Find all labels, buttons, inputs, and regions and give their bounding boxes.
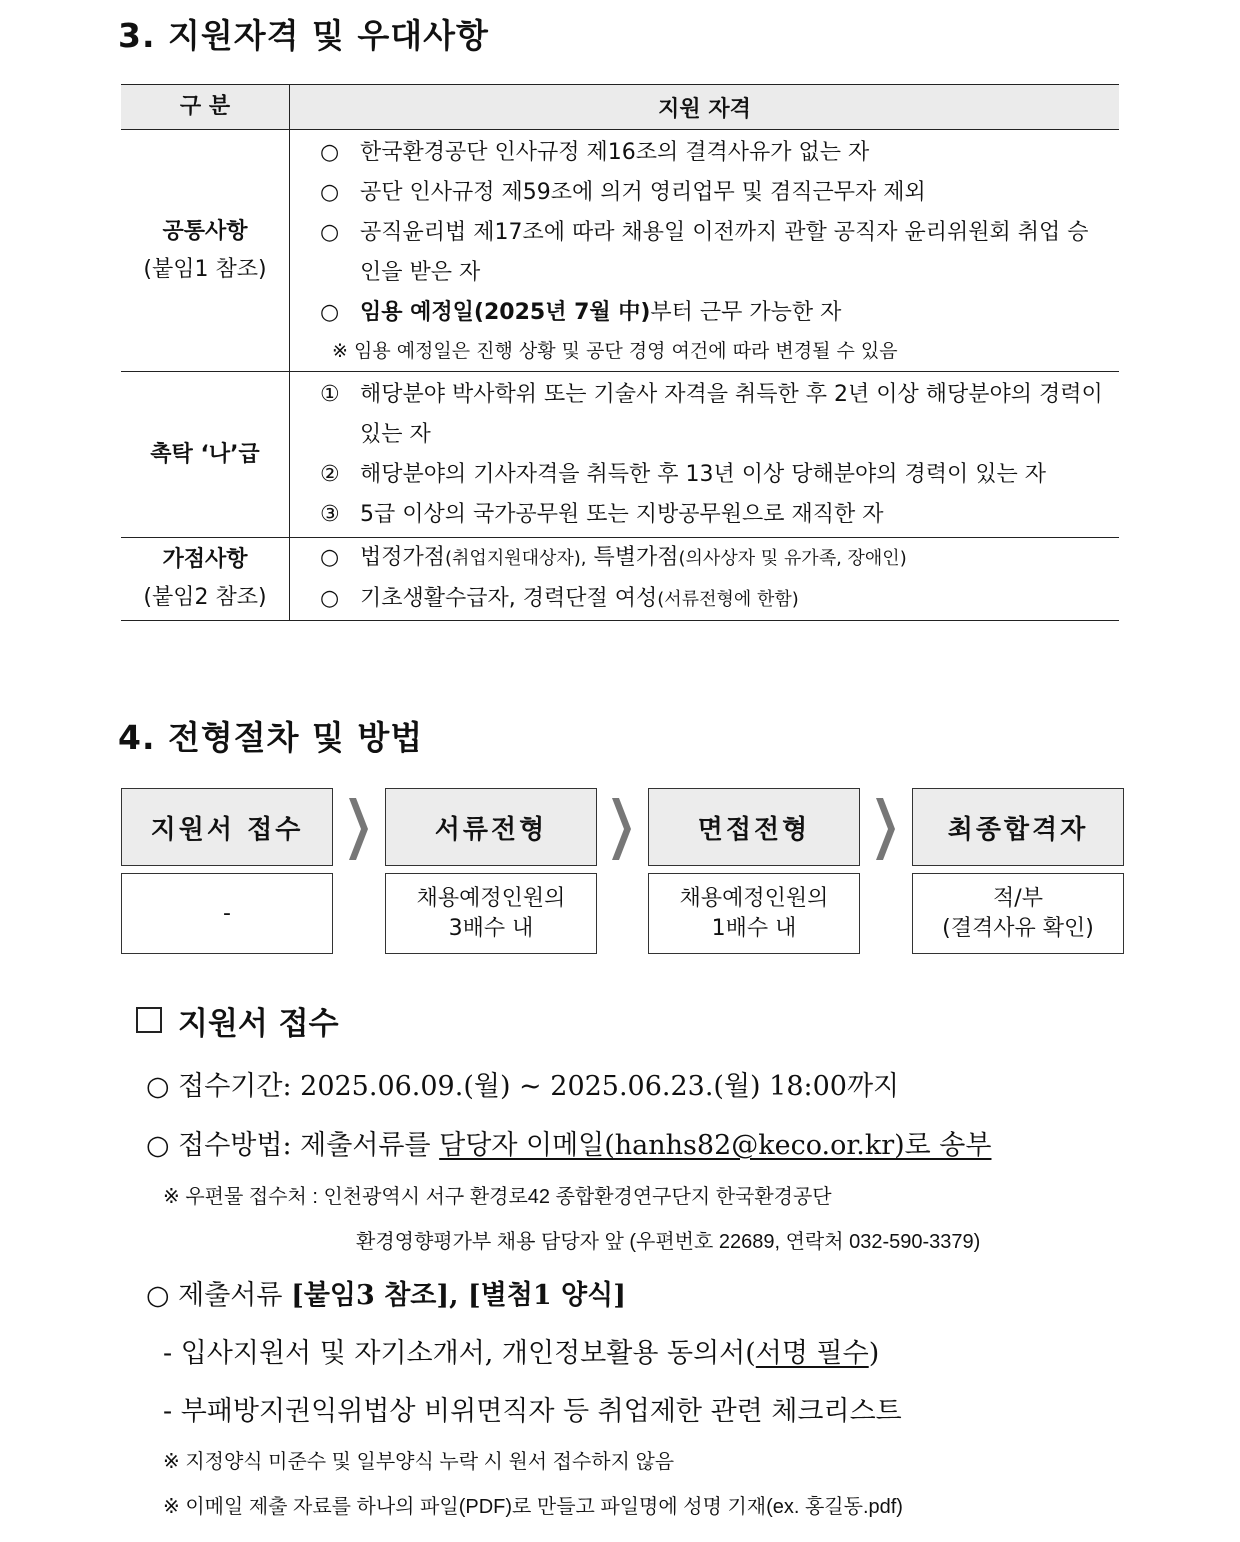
desc-document-screening	[385, 873, 597, 954]
contract-item-text: 5급 이상의 국가공무원 또는 지방공무원으로 재직한 자	[360, 502, 884, 527]
start-date-rest: 부터 근무 가능한 자	[650, 300, 842, 325]
chevron-right-icon	[612, 798, 632, 860]
step-final-pass: 최종합격자	[912, 788, 1124, 866]
contract-item	[320, 495, 1109, 535]
bonus-label-cell	[121, 538, 290, 621]
doc-item-1	[163, 1331, 879, 1370]
doc1-text: - 입사지원서 및 자기소개서, 개인정보활용 동의서(	[163, 1338, 756, 1369]
desc-interview	[648, 873, 860, 954]
header-qualification: 지원 자격	[290, 85, 1120, 130]
application-title-text: 지원서 접수	[178, 1006, 339, 1042]
common-item	[320, 133, 1109, 173]
application-section-title	[136, 998, 339, 1043]
desc-line: (결격사유 확인)	[942, 915, 1094, 941]
application-period: ○ 접수기간: 2025.06.09.(월) ~ 2025.06.23.(월) 18:00까지	[146, 1071, 900, 1102]
common-item-text: 한국환경공단 인사규정 제16조의 결격사유가 없는 자	[360, 140, 870, 165]
header-category: 구 분	[121, 85, 290, 130]
desc-line: 1배수 내	[711, 915, 797, 941]
qualification-table	[121, 84, 1119, 621]
desc-line: 채용예정인원의	[416, 885, 566, 911]
circled-number: ②	[320, 462, 340, 487]
common-item-text	[360, 293, 841, 333]
common-item	[320, 173, 1109, 213]
circled-number: ①	[320, 382, 340, 407]
contract-item-text: 해당분야 박사학위 또는 기술사 자격을 취득한 후 2년 이상 해당분야의 경력이 있는 자	[360, 382, 1103, 447]
desc-line: 채용예정인원의	[679, 885, 829, 911]
contract-item-text: 해당분야의 기사자격을 취득한 후 13년 이상 당해분야의 경력이 있는 자	[360, 462, 1046, 487]
section-4-title: 4. 전형절차 및 방법	[118, 718, 424, 757]
bullet-circle: ○	[320, 586, 340, 611]
desc-application	[121, 873, 333, 954]
method-email: 담당자 이메일(hanhs82@keco.or.kr)로 송부	[439, 1130, 992, 1161]
common-item	[320, 213, 1109, 293]
row-common	[121, 130, 1119, 372]
square-bullet-icon	[136, 1007, 162, 1033]
step-application: 지원서 접수	[121, 788, 333, 866]
special-bonus: 특별가점	[593, 545, 679, 570]
submission-docs	[146, 1273, 626, 1312]
chevron-right-icon	[349, 798, 369, 860]
docs-reference: [붙임3 참조], [별첨1 양식]	[291, 1280, 626, 1311]
note-email: ※ 이메일 제출 자료를 하나의 파일(PDF)로 만들고 파일명에 성명 기재(ex. 홍길동.pdf)	[163, 1496, 903, 1518]
bullet-circle: ○	[320, 300, 340, 325]
section-3-title: 3. 지원자격 및 우대사항	[118, 16, 489, 55]
application-method	[146, 1123, 991, 1162]
note-format: ※ 지정양식 미준수 및 일부양식 누락 시 원서 접수하지 않음	[163, 1451, 675, 1473]
bullet-circle: ○	[320, 180, 340, 205]
desc-line: -	[223, 900, 231, 926]
basic-living-detail: (서류전형에 한함)	[657, 589, 799, 610]
row-contract	[121, 372, 1119, 538]
desc-final-pass	[912, 873, 1124, 954]
doc-item-2: - 부패방지권익위법상 비위면직자 등 취업제한 관련 체크리스트	[163, 1396, 902, 1427]
docs-label: ○ 제출서류	[146, 1280, 292, 1311]
legal-bonus-detail: (취업지원대상자),	[445, 548, 587, 569]
legal-bonus: 법정가점	[360, 545, 446, 570]
desc-line: 3배수 내	[448, 915, 534, 941]
mail-address-line1: ※ 우편물 접수처 : 인천광역시 서구 환경로42 종합환경연구단지 한국환경공단	[163, 1186, 832, 1208]
bullet-circle: ○	[320, 140, 340, 165]
common-label: 공통사항	[162, 218, 248, 244]
special-bonus-detail: (의사상자 및 유가족, 장애인)	[678, 548, 907, 569]
common-note: ※ 임용 예정일은 진행 상황 및 공단 경영 여건에 따라 변경될 수 있음	[332, 340, 898, 362]
contract-label-cell	[121, 372, 290, 538]
mail-address-line2: 환경영향평가부 채용 담당자 앞 (우편번호 22689, 연락처 032-590-3379)	[356, 1231, 981, 1253]
contract-item	[320, 375, 1109, 455]
bullet-circle: ○	[320, 545, 340, 570]
bonus-content	[290, 538, 1120, 621]
common-content	[290, 130, 1120, 372]
basic-living-bonus: 기초생활수급자, 경력단절 여성	[360, 586, 658, 611]
bonus-item-text	[360, 579, 799, 620]
common-item-text: 공단 인사규정 제59조에 의거 영리업무 및 겸직근무자 제외	[360, 180, 926, 205]
circled-number: ③	[320, 502, 340, 527]
chevron-right-icon	[876, 798, 896, 860]
contract-label: 촉탁 ‘나’급	[150, 441, 260, 467]
method-text: ○ 접수방법: 제출서류를	[146, 1130, 440, 1161]
row-bonus	[121, 538, 1119, 621]
common-label-cell	[121, 130, 290, 372]
common-item	[320, 293, 1109, 333]
common-item-text: 공직윤리법 제17조에 따라 채용일 이전까지 관할 공직자 윤리위원회 취업 승인을 받은 자	[360, 220, 1089, 285]
table-header-row	[121, 85, 1119, 130]
step-interview: 면접전형	[648, 788, 860, 866]
bullet-circle: ○	[320, 220, 340, 245]
bonus-item	[320, 538, 1109, 579]
start-date-bold: 임용 예정일(2025년 7월 中)	[360, 300, 651, 325]
bonus-label: 가점사항	[162, 547, 248, 572]
step-document-screening: 서류전형	[385, 788, 597, 866]
bonus-sub: (붙임2 참조)	[143, 585, 267, 610]
doc1-close: )	[868, 1338, 880, 1369]
contract-content	[290, 372, 1120, 538]
common-sub: (붙임1 참조)	[143, 256, 267, 282]
desc-line: 적/부	[993, 885, 1043, 911]
doc1-signature: 서명 필수	[755, 1338, 869, 1369]
contract-item	[320, 455, 1109, 495]
bonus-item	[320, 579, 1109, 620]
bonus-item-text	[360, 538, 907, 579]
